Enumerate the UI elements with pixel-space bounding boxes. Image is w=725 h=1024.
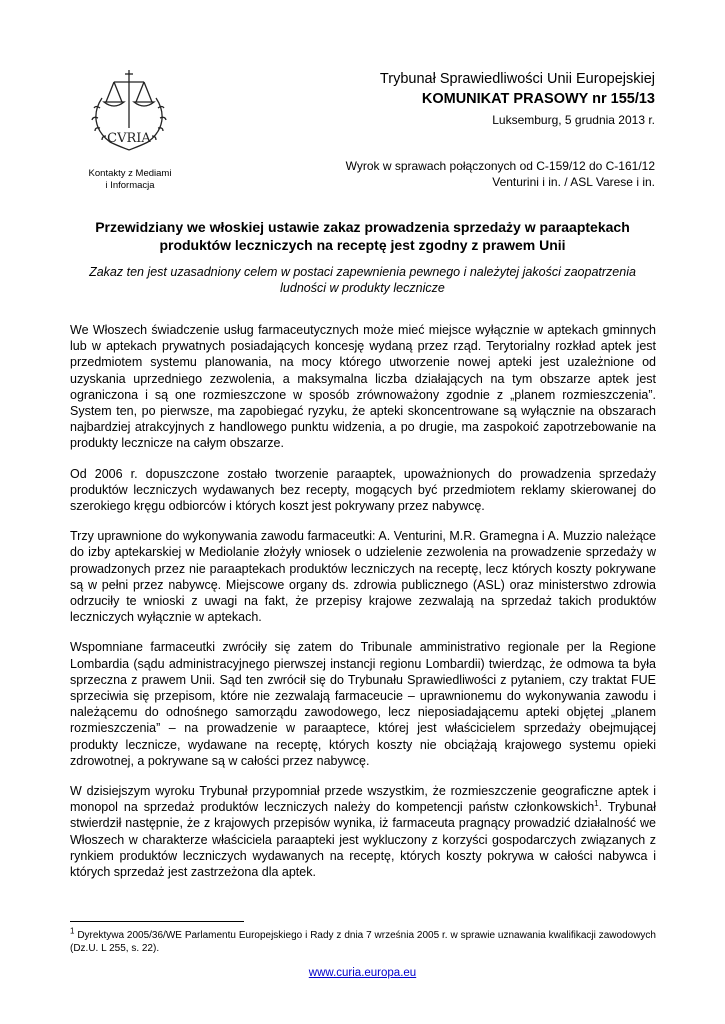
media-contact-label [78, 168, 182, 192]
footnote-separator [70, 921, 244, 922]
paragraph: Od 2006 r. dopuszczone zostało tworzenie paraaptek, upoważnionych do prowadzenia sprzedaży produktów leczniczych wydawanych bez recepty, mogących być przedmiotem reklamy skierowanej do szerokiego kręgu odbiorców i których koszt jest pokrywany przez nabywcę. [70, 466, 656, 514]
paragraph: Trzy uprawnione do wykonywania zawodu farmaceutki: A. Venturini, M.R. Gramegna i A. Muzzio należące do izby aptekarskiej w Mediolanie złożyły wniosek o udzielenie zezwolenia na prowadzenie sprzedaży w prowadzonych przez nie paraaptekach produktów leczniczych na receptę, lecz których koszty pokrywane są w pełni przez nabywcę. Miejscowe organy ds. zdrowia publicznego (ASL) oraz ministerstwo zdrowia odrzuciły te wnioski z uwagi na fakt, że przepisy krajowe zezwalają na sprzedaż takich produktów leczniczych wyłącznie w aptekach. [70, 529, 656, 625]
case-parties: Venturini i in. / ASL Varese i in. [492, 175, 655, 189]
curia-logo [84, 68, 174, 158]
paragraph-text: . Trybunał stwierdził następnie, że z krajowych przepisów wynika, iż farmaceuta pragnący prowadzić działalność we Włoszech w charakterze właściciela paraapteki jest wykluczony z korzyści gospodarczych związanych z rynkiem produktów leczniczych wydawanych na receptę, których koszty pokrywa w całości nabywca i których sprzedaż jest zastrzeżona dla aptek. [70, 800, 656, 880]
contact-line-1: Kontakty z Mediami [88, 168, 172, 179]
contact-line-2: i Informacja [105, 180, 155, 191]
judgment-cases: Wyrok w sprawach połączonych od C-159/12 do C-161/12 [345, 159, 655, 173]
place-date: Luksemburg, 5 grudnia 2013 r. [492, 113, 655, 127]
paragraph-text: W dzisiejszym wyroku Trybunał przypomniał przede wszystkim, że rozmieszczenie geograficzne aptek i monopol na sprzedaż produktów leczniczych należy do kompetencji państw członkowskich [70, 784, 656, 815]
footer-link[interactable]: www.curia.europa.eu [308, 967, 417, 979]
footnote-number: 1 [70, 926, 75, 936]
footnote [70, 926, 656, 955]
paragraph [70, 783, 656, 880]
footnote-reference[interactable]: 1 [594, 799, 599, 809]
paragraph: We Włoszech świadczenie usług farmaceutycznych może mieć miejsce wyłącznie w aptekach gminnych lub w aptekach prywatnych posiadających koncesję wydaną przez rząd. Terytorialny rozkład aptek jest przedmiotem systemu planowania, na mocy którego utworzenie nowej apteki jest uzależnione od uzyskania uprzedniego zezwolenia, a maksymalna liczba działających na tym obszarze aptek jest ograniczona i są one rozmieszczone w sposób zrównoważony zgodnie z „planem rozmieszczenia”. System ten, po pierwsze, ma zapobiegać ryzyku, że apteki skoncentrowane są wyłącznie na obszarach najbardziej atrakcyjnych z handlowego punktu widzenia, a po drugie, ma zaspokoić zapotrzebowanie na produkty lecznicze na całym obszarze. [70, 323, 656, 451]
press-release-subtitle: Zakaz ten jest uzasadniony celem w postaci zapewnienia pewnego i należytej jakości zaopatrzenia ludności w produkty lecznicze [89, 265, 636, 295]
press-release-number: KOMUNIKAT PRASOWY nr 155/13 [421, 91, 655, 107]
institution-name: Trybunał Sprawiedliwości Unii Europejskiej [379, 71, 655, 87]
press-release-title: Przewidziany we włoskiej ustawie zakaz prowadzenia sprzedaży w paraaptekach produktów leczniczych na receptę jest zgodny z prawem Unii [95, 219, 630, 253]
footnote-text: Dyrektywa 2005/36/WE Parlamentu Europejskiego i Rady z dnia 7 września 2005 r. w sprawie uznawania kwalifikacji zawodowych (Dz.U. L 255, s. 22). [70, 930, 656, 954]
logo-text: CVRIA [107, 131, 151, 146]
body-text [70, 322, 656, 894]
paragraph: Wspomniane farmaceutki zwróciły się zatem do Tribunale amministrativo regionale per la Regione Lombardia (sądu administracyjnego pierwszej instancji regionu Lombardii) twierdząc, że odmowa ta była sprzeczna z prawem Unii. Sąd ten zwrócił się do Trybunału Sprawiedliwości z pytaniem, czy traktat FUE sprzeciwia się przepisom, które nie zezwalają farmaceucie – uprawnionemu do wykonywania zawodu i należącemu do odnośnego samorządu zawodowego, lecz nieposiadającemu apteki objętej „planem rozmieszczenia” – na prowadzenie w paraaptece, której jest właścicielem sprzedaży obejmującej produkty lecznicze, wydawane na receptę, których koszty nie obciążają krajowego systemu opieki zdrowotnej, a pokrywane są w całości przez nabywcę. [70, 640, 656, 768]
